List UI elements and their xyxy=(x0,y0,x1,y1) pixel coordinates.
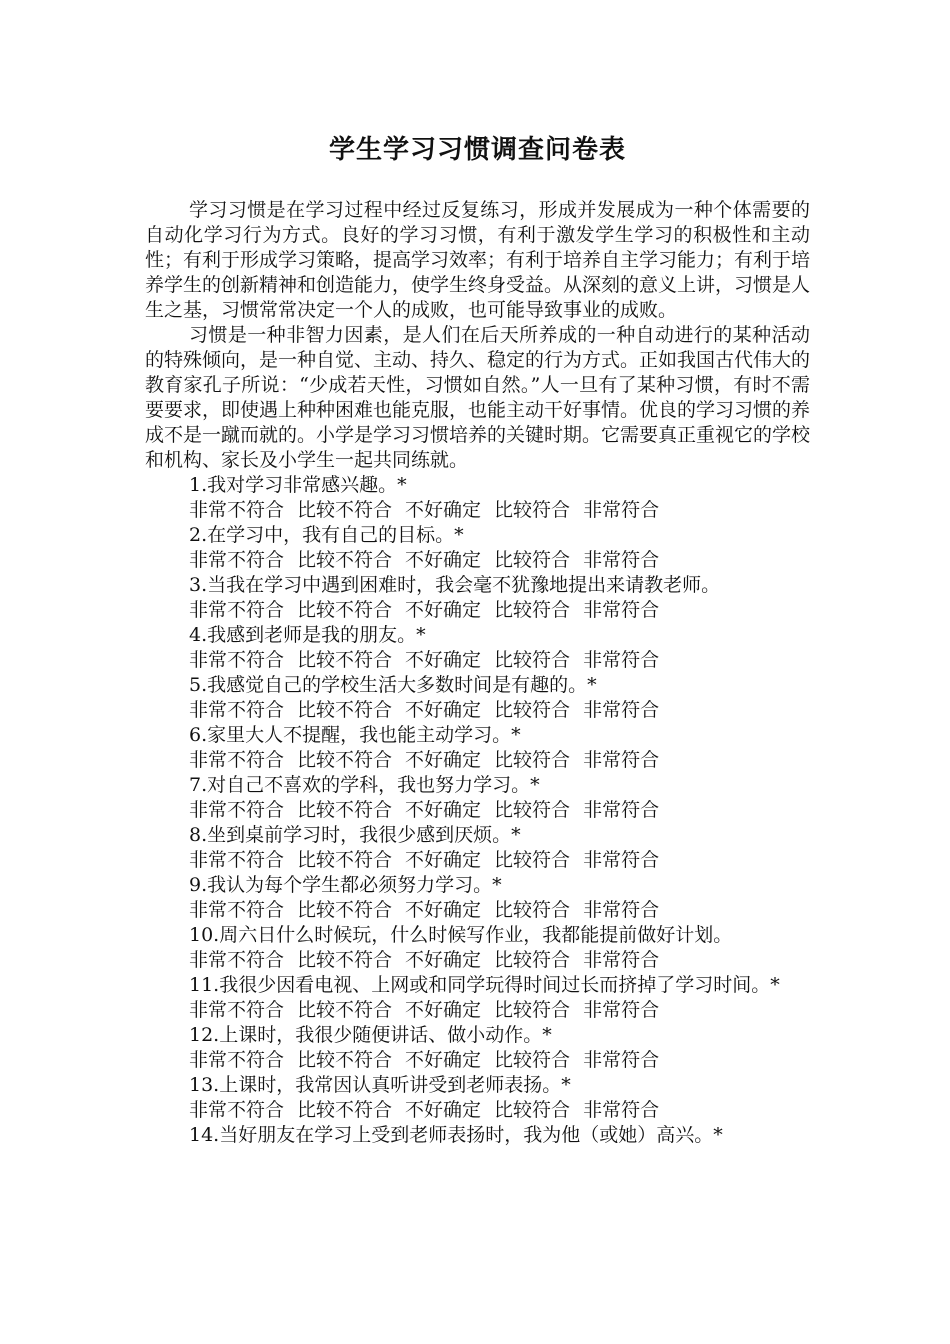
answer-options xyxy=(145,548,810,573)
option-unsure[interactable]: 不好确定 xyxy=(405,649,482,671)
option-agree[interactable]: 比较符合 xyxy=(494,549,571,571)
question-text: 12.上课时，我很少随便讲话、做小动作。* xyxy=(189,1024,552,1046)
option-disagree[interactable]: 比较不符合 xyxy=(297,549,393,571)
option-disagree[interactable]: 比较不符合 xyxy=(297,999,393,1021)
option-agree[interactable]: 比较符合 xyxy=(494,1049,571,1071)
question-text: 4.我感到老师是我的朋友。* xyxy=(189,624,426,646)
option-disagree[interactable]: 比较不符合 xyxy=(297,649,393,671)
option-strongly-disagree[interactable]: 非常不符合 xyxy=(189,1049,285,1071)
answer-options xyxy=(145,848,810,873)
question-text: 2.在学习中，我有自己的目标。* xyxy=(189,524,464,546)
question-item xyxy=(145,673,810,723)
question-item xyxy=(145,573,810,623)
option-strongly-disagree[interactable]: 非常不符合 xyxy=(189,999,285,1021)
answer-options xyxy=(145,1098,810,1123)
question-text: 3.当我在学习中遇到困难时，我会毫不犹豫地提出来请教老师。 xyxy=(189,574,721,596)
option-strongly-disagree[interactable]: 非常不符合 xyxy=(189,1099,285,1121)
option-agree[interactable]: 比较符合 xyxy=(494,949,571,971)
option-strongly-disagree[interactable]: 非常不符合 xyxy=(189,849,285,871)
question-text: 11.我很少因看电视、上网或和同学玩得时间过长而挤掉了学习时间。* xyxy=(189,974,780,996)
answer-options xyxy=(145,948,810,973)
question-item xyxy=(145,773,810,823)
option-strongly-agree[interactable]: 非常符合 xyxy=(583,1049,660,1071)
option-strongly-agree[interactable]: 非常符合 xyxy=(583,899,660,921)
option-strongly-disagree[interactable]: 非常不符合 xyxy=(189,499,285,521)
question-text: 10.周六日什么时候玩，什么时候写作业，我都能提前做好计划。 xyxy=(189,924,733,946)
question-text: 14.当好朋友在学习上受到老师表扬时，我为他（或她）高兴。* xyxy=(189,1124,723,1146)
option-agree[interactable]: 比较符合 xyxy=(494,899,571,921)
option-strongly-agree[interactable]: 非常符合 xyxy=(583,499,660,521)
question-item xyxy=(145,523,810,573)
option-strongly-agree[interactable]: 非常符合 xyxy=(583,699,660,721)
option-disagree[interactable]: 比较不符合 xyxy=(297,599,393,621)
option-strongly-disagree[interactable]: 非常不符合 xyxy=(189,749,285,771)
answer-options xyxy=(145,748,810,773)
option-unsure[interactable]: 不好确定 xyxy=(405,999,482,1021)
option-agree[interactable]: 比较符合 xyxy=(494,1099,571,1121)
answer-options xyxy=(145,998,810,1023)
option-strongly-agree[interactable]: 非常符合 xyxy=(583,999,660,1021)
option-agree[interactable]: 比较符合 xyxy=(494,499,571,521)
question-text: 1.我对学习非常感兴趣。* xyxy=(189,474,407,496)
option-unsure[interactable]: 不好确定 xyxy=(405,699,482,721)
document-title: 学生学习习惯调查问卷表 xyxy=(328,135,626,165)
option-strongly-disagree[interactable]: 非常不符合 xyxy=(189,549,285,571)
option-unsure[interactable]: 不好确定 xyxy=(405,799,482,821)
option-unsure[interactable]: 不好确定 xyxy=(405,549,482,571)
answer-options xyxy=(145,798,810,823)
option-agree[interactable]: 比较符合 xyxy=(494,999,571,1021)
option-agree[interactable]: 比较符合 xyxy=(494,599,571,621)
question-text: 6.家里大人不提醒，我也能主动学习。* xyxy=(189,724,521,746)
question-text: 8.坐到桌前学习时，我很少感到厌烦。* xyxy=(189,824,521,846)
option-strongly-disagree[interactable]: 非常不符合 xyxy=(189,799,285,821)
option-unsure[interactable]: 不好确定 xyxy=(405,1049,482,1071)
option-disagree[interactable]: 比较不符合 xyxy=(297,949,393,971)
option-strongly-disagree[interactable]: 非常不符合 xyxy=(189,699,285,721)
option-strongly-disagree[interactable]: 非常不符合 xyxy=(189,949,285,971)
question-text: 7.对自己不喜欢的学科，我也努力学习。* xyxy=(189,774,540,796)
option-disagree[interactable]: 比较不符合 xyxy=(297,1049,393,1071)
option-disagree[interactable]: 比较不符合 xyxy=(297,899,393,921)
option-agree[interactable]: 比较符合 xyxy=(494,849,571,871)
intro-paragraph: 学习习惯是在学习过程中经过反复练习，形成并发展成为一种个体需要的自动化学习行为方式。良好的学习习惯，有利于激发学生学习的积极性和主动性；有利于形成学习策略，提高学习效率；有利于培养自主学习能力；有利于培养学生的创新精神和创造能力，使学生终身受益。从深刻的意义上讲，习惯是人生之基，习惯常常决定一个人的成败，也可能导致事业的成败。 xyxy=(145,199,811,321)
answer-options xyxy=(145,698,810,723)
option-disagree[interactable]: 比较不符合 xyxy=(297,849,393,871)
option-unsure[interactable]: 不好确定 xyxy=(405,599,482,621)
question-item xyxy=(145,1023,810,1073)
intro-paragraph: 习惯是一种非智力因素，是人们在后天所养成的一种自动进行的某种活动的特殊倾向，是一种自觉、主动、持久、稳定的行为方式。正如我国古代伟大的教育家孔子所说：“少成若天性，习惯如自然。”人一旦有了某种习惯，有时不需要要求，即使遇上种种困难也能克服，也能主动干好事情。优良的学习习惯的养成不是一蹴而就的。小学是学习习惯培养的关键时期。它需要真正重视它的学校和机构、家长及小学生一起共同练就。 xyxy=(145,324,811,471)
option-unsure[interactable]: 不好确定 xyxy=(405,899,482,921)
question-item xyxy=(145,923,810,973)
question-text: 5.我感觉自己的学校生活大多数时间是有趣的。* xyxy=(189,674,597,696)
option-agree[interactable]: 比较符合 xyxy=(494,649,571,671)
document-page xyxy=(145,130,810,1148)
option-unsure[interactable]: 不好确定 xyxy=(405,849,482,871)
question-item xyxy=(145,1123,810,1148)
answer-options xyxy=(145,1048,810,1073)
option-agree[interactable]: 比较符合 xyxy=(494,749,571,771)
option-disagree[interactable]: 比较不符合 xyxy=(297,499,393,521)
option-strongly-agree[interactable]: 非常符合 xyxy=(583,649,660,671)
question-item xyxy=(145,723,810,773)
option-disagree[interactable]: 比较不符合 xyxy=(297,799,393,821)
option-strongly-disagree[interactable]: 非常不符合 xyxy=(189,899,285,921)
question-text: 9.我认为每个学生都必须努力学习。* xyxy=(189,874,502,896)
option-unsure[interactable]: 不好确定 xyxy=(405,749,482,771)
question-text: 13.上课时，我常因认真听讲受到老师表扬。* xyxy=(189,1074,571,1096)
question-item xyxy=(145,473,810,523)
question-item xyxy=(145,623,810,673)
option-strongly-agree[interactable]: 非常符合 xyxy=(583,749,660,771)
option-strongly-disagree[interactable]: 非常不符合 xyxy=(189,649,285,671)
question-item xyxy=(145,1073,810,1123)
answer-options xyxy=(145,898,810,923)
answer-options xyxy=(145,498,810,523)
option-unsure[interactable]: 不好确定 xyxy=(405,499,482,521)
answer-options xyxy=(145,598,810,623)
question-item xyxy=(145,823,810,873)
option-strongly-agree[interactable]: 非常符合 xyxy=(583,549,660,571)
question-list xyxy=(145,473,810,1148)
option-strongly-disagree[interactable]: 非常不符合 xyxy=(189,599,285,621)
answer-options xyxy=(145,648,810,673)
question-item xyxy=(145,973,810,1023)
option-strongly-agree[interactable]: 非常符合 xyxy=(583,949,660,971)
option-agree[interactable]: 比较符合 xyxy=(494,699,571,721)
option-strongly-agree[interactable]: 非常符合 xyxy=(583,799,660,821)
option-disagree[interactable]: 比较不符合 xyxy=(297,699,393,721)
option-agree[interactable]: 比较符合 xyxy=(494,799,571,821)
option-strongly-agree[interactable]: 非常符合 xyxy=(583,1099,660,1121)
option-disagree[interactable]: 比较不符合 xyxy=(297,749,393,771)
question-item xyxy=(145,873,810,923)
option-unsure[interactable]: 不好确定 xyxy=(405,1099,482,1121)
option-disagree[interactable]: 比较不符合 xyxy=(297,1099,393,1121)
option-strongly-agree[interactable]: 非常符合 xyxy=(583,849,660,871)
option-unsure[interactable]: 不好确定 xyxy=(405,949,482,971)
option-strongly-agree[interactable]: 非常符合 xyxy=(583,599,660,621)
